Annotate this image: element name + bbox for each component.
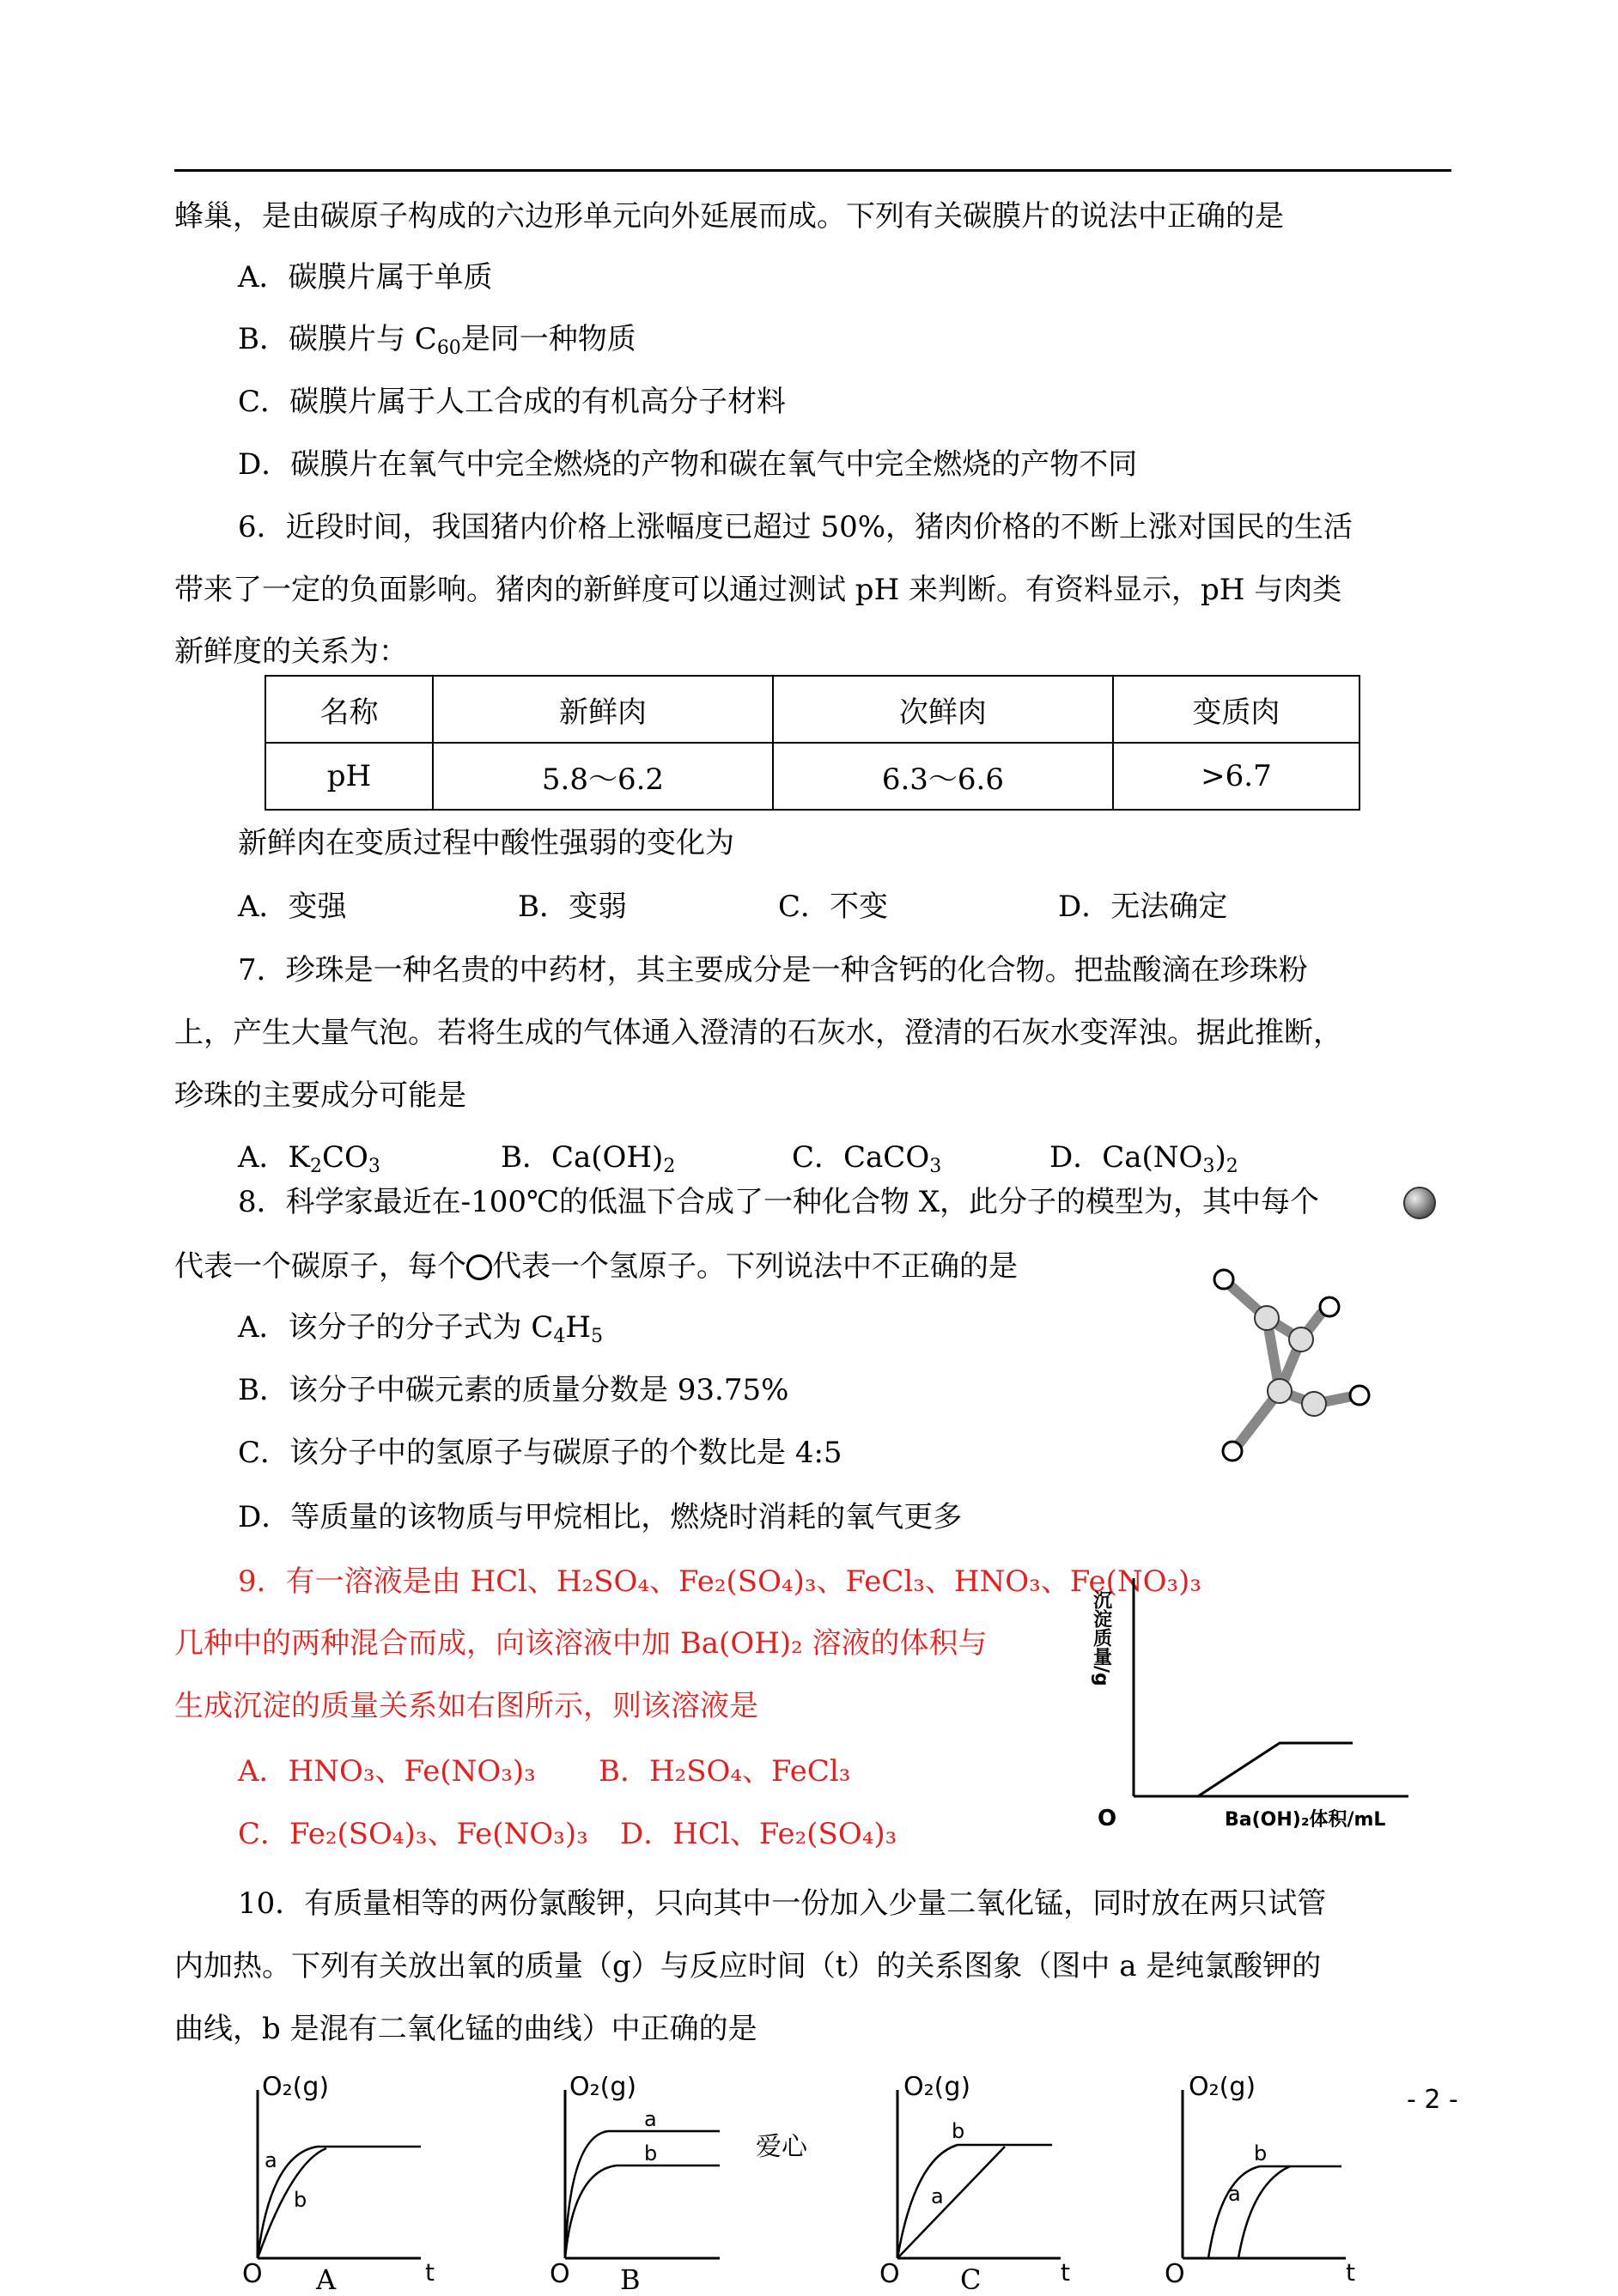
q9-precipitate-graph <box>1091 1571 1417 1837</box>
q8-option-b: B．该分子中碳元素的质量分数是 93.75% <box>238 1373 789 1407</box>
q6-stem-line3: 新鲜度的关系为： <box>174 635 408 669</box>
q8-stem-line2: 代表一个碳原子，每个 代表一个氢原子。下列说法中不正确的是 <box>174 1249 1018 1284</box>
curve-b <box>897 2145 1052 2258</box>
q7-option-a: A．$K_2CO_3$ <box>238 1140 380 1177</box>
q9-option-d: D．HCl、Fe₂(SO₄)₃ <box>620 1817 897 1851</box>
q9-option-a: A．HNO₃、Fe(NO₃)₃ <box>238 1754 536 1789</box>
ph-freshness-table <box>265 675 1360 811</box>
q6-stem-line1: 6．近段时间，我国猪内价格上涨幅度已超过 50%，猪肉价格的不断上涨对国民的生活 <box>238 510 1353 544</box>
hydrogen-atom-icon <box>466 1254 492 1280</box>
y-axis-label: O₂(g) <box>262 2076 330 2102</box>
graph-label-a: A <box>316 2263 337 2296</box>
table-header-row <box>265 676 1359 743</box>
q6-option-b: B．变弱 <box>518 890 627 924</box>
q8-option-d: D．等质量的该物质与甲烷相比，燃烧时消耗的氧气更多 <box>238 1500 963 1534</box>
q10-stem-line1: 10．有质量相等的两份氯酸钾，只向其中一份加入少量二氧化锰，同时放在两只试管 <box>238 1886 1327 1921</box>
q7-stem-line1: 7．珍珠是一种名贵的中药材，其主要成分是一种含钙的化合物。把盐酸滴在珍珠粉 <box>238 953 1308 987</box>
q9-stem-line1: 9．有一溶液是由 HCl、H₂SO₄、Fe₂(SO₄)₃、FeCl₃、HNO₃、Fe(NO₃)₃ <box>238 1564 1202 1599</box>
precipitate-curve <box>1198 1743 1353 1796</box>
curve-a-label: a <box>931 2184 944 2208</box>
header-rule <box>174 169 1451 172</box>
q10-stem-line2: 内加热。下列有关放出氧的质量（g）与反应时间（t）的关系图象（图中 a 是纯氯酸钾的 <box>174 1949 1322 1983</box>
x-axis-label: Ba(OH)₂体积/mL <box>1225 1809 1386 1831</box>
y-axis-label: 沉淀质量/g <box>1091 1590 1112 1686</box>
y-axis-label: O₂(g) <box>903 2076 971 2102</box>
page-number: - 2 - <box>1407 2085 1458 2115</box>
q10-graph-d <box>1161 2076 1376 2286</box>
curve-a <box>897 2147 1005 2258</box>
origin-label: O <box>1098 1806 1117 1831</box>
graph-label-b: B <box>620 2263 641 2296</box>
q6-option-c: C．不变 <box>778 890 889 924</box>
curve-b-label: b <box>644 2141 658 2165</box>
origin-label: O <box>242 2259 263 2286</box>
origin-label: O <box>879 2259 900 2286</box>
curve-a <box>565 2131 720 2258</box>
q5-option-d: D．碳膜片在氧气中完全燃烧的产物和碳在氧气中完全燃烧的产物不同 <box>238 447 1138 482</box>
curve-b-label: b <box>294 2188 307 2212</box>
table-header-cell: 次鲜肉 <box>773 676 1113 743</box>
table-header-cell: 名称 <box>265 676 433 743</box>
curve-a-label: a <box>265 2148 277 2172</box>
q7-option-b: B．$Ca(OH)_2$ <box>501 1140 676 1177</box>
table-header-cell: 新鲜肉 <box>433 676 773 743</box>
y-axis-label: O₂(g) <box>569 2076 637 2102</box>
q10-graph-b <box>539 2076 754 2286</box>
q8-option-c: C．该分子中的氢原子与碳原子的个数比是 4:5 <box>238 1436 842 1470</box>
x-axis-label: t <box>1061 2258 1070 2286</box>
curve-a-label: a <box>1228 2182 1241 2206</box>
origin-label: O <box>550 2259 570 2286</box>
curve-a-label: a <box>644 2107 657 2131</box>
q5-option-b: B．碳膜片与 $C_{60}$是同一种物质 <box>238 322 636 359</box>
table-cell: 6.3～6.6 <box>773 743 1113 810</box>
molecule-model-image <box>1185 1236 1374 1477</box>
curve-b <box>565 2165 720 2258</box>
q6-option-d: D．无法确定 <box>1058 890 1228 924</box>
q8-stem-line1: 8．科学家最近在-100℃的低温下合成了一种化合物 X，此分子的模型为，其中每个 <box>238 1185 1320 1219</box>
q6-stem-line2: 带来了一定的负面影响。猪肉的新鲜度可以通过测试 pH 来判断。有资料显示，pH 与肉类 <box>174 573 1342 607</box>
curve-b-label: b <box>1254 2141 1268 2165</box>
q5-option-a: A．碳膜片属于单质 <box>238 260 493 295</box>
q5-stem-continuation: 蜂巢，是由碳原子构成的六边形单元向外延展而成。下列有关碳膜片的说法中正确的是 <box>174 199 1284 234</box>
table-row <box>265 743 1359 810</box>
q9-option-c: C．Fe₂(SO₄)₃、Fe(NO₃)₃ <box>238 1817 588 1851</box>
curve-b <box>1208 2166 1341 2258</box>
q7-stem-line2: 上，产生大量气泡。若将生成的气体通入澄清的石灰水，澄清的石灰水变浑浊。据此推断， <box>174 1016 1342 1050</box>
table-cell: pH <box>265 743 433 810</box>
q10-graph-a <box>232 2076 447 2286</box>
carbon-atom-icon <box>1402 1185 1438 1221</box>
curve-a <box>1238 2166 1290 2258</box>
graph-label-c: C <box>960 2263 982 2296</box>
table-cell: >6.7 <box>1113 743 1359 810</box>
q10-stem-line3: 曲线，b 是混有二氧化锰的曲线）中正确的是 <box>174 2012 757 2046</box>
q6-option-a: A．变强 <box>238 890 347 924</box>
table-header-cell: 变质肉 <box>1113 676 1359 743</box>
q6-question: 新鲜肉在变质过程中酸性强弱的变化为 <box>238 826 734 860</box>
q8-option-a: A．该分子的分子式为 $C_4H_5$ <box>238 1310 604 1347</box>
x-axis-label: t <box>425 2258 435 2286</box>
q9-option-b: B．H₂SO₄、FeCl₃ <box>599 1754 851 1789</box>
q7-option-d: D．$Ca(NO_3)_2$ <box>1049 1140 1238 1177</box>
curve-b-label: b <box>952 2119 965 2143</box>
origin-label: O <box>1165 2259 1185 2286</box>
q7-option-c: C．CaCO$_3$ <box>792 1140 942 1177</box>
table-cell: 5.8～6.2 <box>433 743 773 810</box>
q7-stem-line3: 珍珠的主要成分可能是 <box>174 1078 466 1113</box>
q9-stem-line3: 生成沉淀的质量关系如右图所示，则该溶液是 <box>174 1689 758 1723</box>
watermark-text: 爱心 <box>756 2132 807 2162</box>
q5-option-c: C．碳膜片属于人工合成的有机高分子材料 <box>238 385 787 419</box>
x-axis-label: t <box>1346 2258 1355 2286</box>
y-axis-label: O₂(g) <box>1189 2076 1256 2102</box>
q9-stem-line2: 几种中的两种混合而成，向该溶液中加 Ba(OH)₂ 溶液的体积与 <box>174 1626 988 1661</box>
q10-graph-c <box>876 2076 1091 2286</box>
